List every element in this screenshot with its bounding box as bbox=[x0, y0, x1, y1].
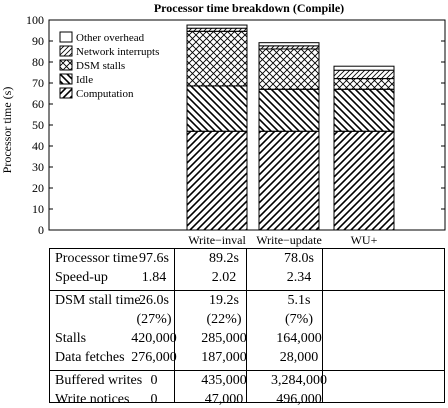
legend-swatch bbox=[60, 60, 72, 70]
table-cell-value: 276,000 bbox=[131, 350, 177, 365]
table-cell-value: 19.2s bbox=[209, 293, 239, 308]
legend-label: Computation bbox=[76, 88, 134, 100]
legend-label: Network interrupts bbox=[76, 46, 160, 58]
table-row-label: Data fetches bbox=[55, 350, 125, 365]
bar-segment bbox=[334, 131, 394, 230]
table-cell-value: 164,000 bbox=[276, 331, 322, 346]
table-row-label: Processor time bbox=[55, 251, 138, 266]
bar-segment bbox=[334, 89, 394, 131]
table-cell-value: 187,000 bbox=[201, 350, 247, 365]
table-cell-value: 2.02 bbox=[211, 270, 237, 285]
table-cell-value: 78.0s bbox=[284, 251, 314, 266]
bar-segment bbox=[259, 89, 319, 131]
statistics-table bbox=[49, 248, 445, 407]
bar-segment bbox=[334, 66, 394, 70]
bar-segment bbox=[187, 131, 247, 230]
table-divider-horizontal bbox=[50, 290, 444, 291]
table-row-label: Stalls bbox=[55, 331, 87, 346]
chart-title: Processor time breakdown (Compile) bbox=[153, 1, 345, 15]
table-cell-value: 3,284,000 bbox=[271, 373, 327, 388]
table-row-label: DSM stall time bbox=[55, 293, 141, 308]
legend-label: Idle bbox=[76, 74, 94, 86]
x-tick-label: Write−inval bbox=[188, 233, 246, 247]
y-tick-label: 30 bbox=[32, 160, 44, 174]
table-divider-horizontal bbox=[50, 370, 444, 371]
y-tick-label: 0 bbox=[38, 223, 44, 237]
bar-segment bbox=[259, 49, 319, 89]
legend-label: Other overhead bbox=[76, 32, 145, 44]
table-cell-value: 26.0s bbox=[139, 293, 169, 308]
x-tick-label: WU+ bbox=[350, 233, 378, 247]
table-cell-value: 97.6s bbox=[139, 251, 169, 266]
table-row-label: Speed-up bbox=[55, 270, 108, 285]
table-cell-value: 496,000 bbox=[276, 392, 322, 407]
bar-segment bbox=[187, 31, 247, 86]
table-cell-value: (7%) bbox=[285, 312, 313, 327]
table-cell-value: (27%) bbox=[136, 312, 172, 327]
table-row-label: Buffered writes bbox=[55, 373, 143, 388]
legend-label: DSM stalls bbox=[76, 60, 126, 72]
table-cell-value: 0 bbox=[150, 392, 158, 407]
table-cell-value: 285,000 bbox=[201, 331, 247, 346]
legend-swatch bbox=[60, 32, 72, 42]
legend-swatch bbox=[60, 88, 72, 98]
legend-swatch bbox=[60, 74, 72, 84]
table-cell-value: 28,000 bbox=[279, 350, 319, 365]
table-cell-value: 47,000 bbox=[204, 392, 244, 407]
table-cell-value: (22%) bbox=[206, 312, 242, 327]
table-cell-value: 2.34 bbox=[286, 270, 312, 285]
table-cell-value: 5.1s bbox=[287, 293, 311, 308]
y-tick-label: 90 bbox=[32, 34, 44, 48]
y-tick-label: 60 bbox=[32, 97, 44, 111]
legend-swatch bbox=[60, 46, 72, 56]
table-cell-value: 435,000 bbox=[201, 373, 247, 388]
y-tick-label: 10 bbox=[32, 202, 44, 216]
table-row-label: Write notices bbox=[55, 392, 130, 407]
y-tick-label: 100 bbox=[26, 13, 44, 27]
bar-segment bbox=[187, 25, 247, 28]
y-tick-label: 50 bbox=[32, 118, 44, 132]
y-tick-label: 80 bbox=[32, 55, 44, 69]
bar-segment bbox=[334, 79, 394, 90]
x-tick-label: Write−update bbox=[256, 233, 322, 247]
table-cell-value: 1.84 bbox=[141, 270, 167, 285]
table-cell-value: 0 bbox=[150, 373, 158, 388]
bar-segment bbox=[334, 70, 394, 78]
bar-segment bbox=[259, 43, 319, 46]
bar-segment bbox=[187, 86, 247, 131]
y-tick-label: 20 bbox=[32, 181, 44, 195]
bar-segment bbox=[259, 131, 319, 230]
y-tick-label: 40 bbox=[32, 139, 44, 153]
y-axis-label: Processor time (s) bbox=[0, 86, 14, 174]
table-cell-value: 89.2s bbox=[209, 251, 239, 266]
table-cell-value: 420,000 bbox=[131, 331, 177, 346]
y-tick-label: 70 bbox=[32, 76, 44, 90]
